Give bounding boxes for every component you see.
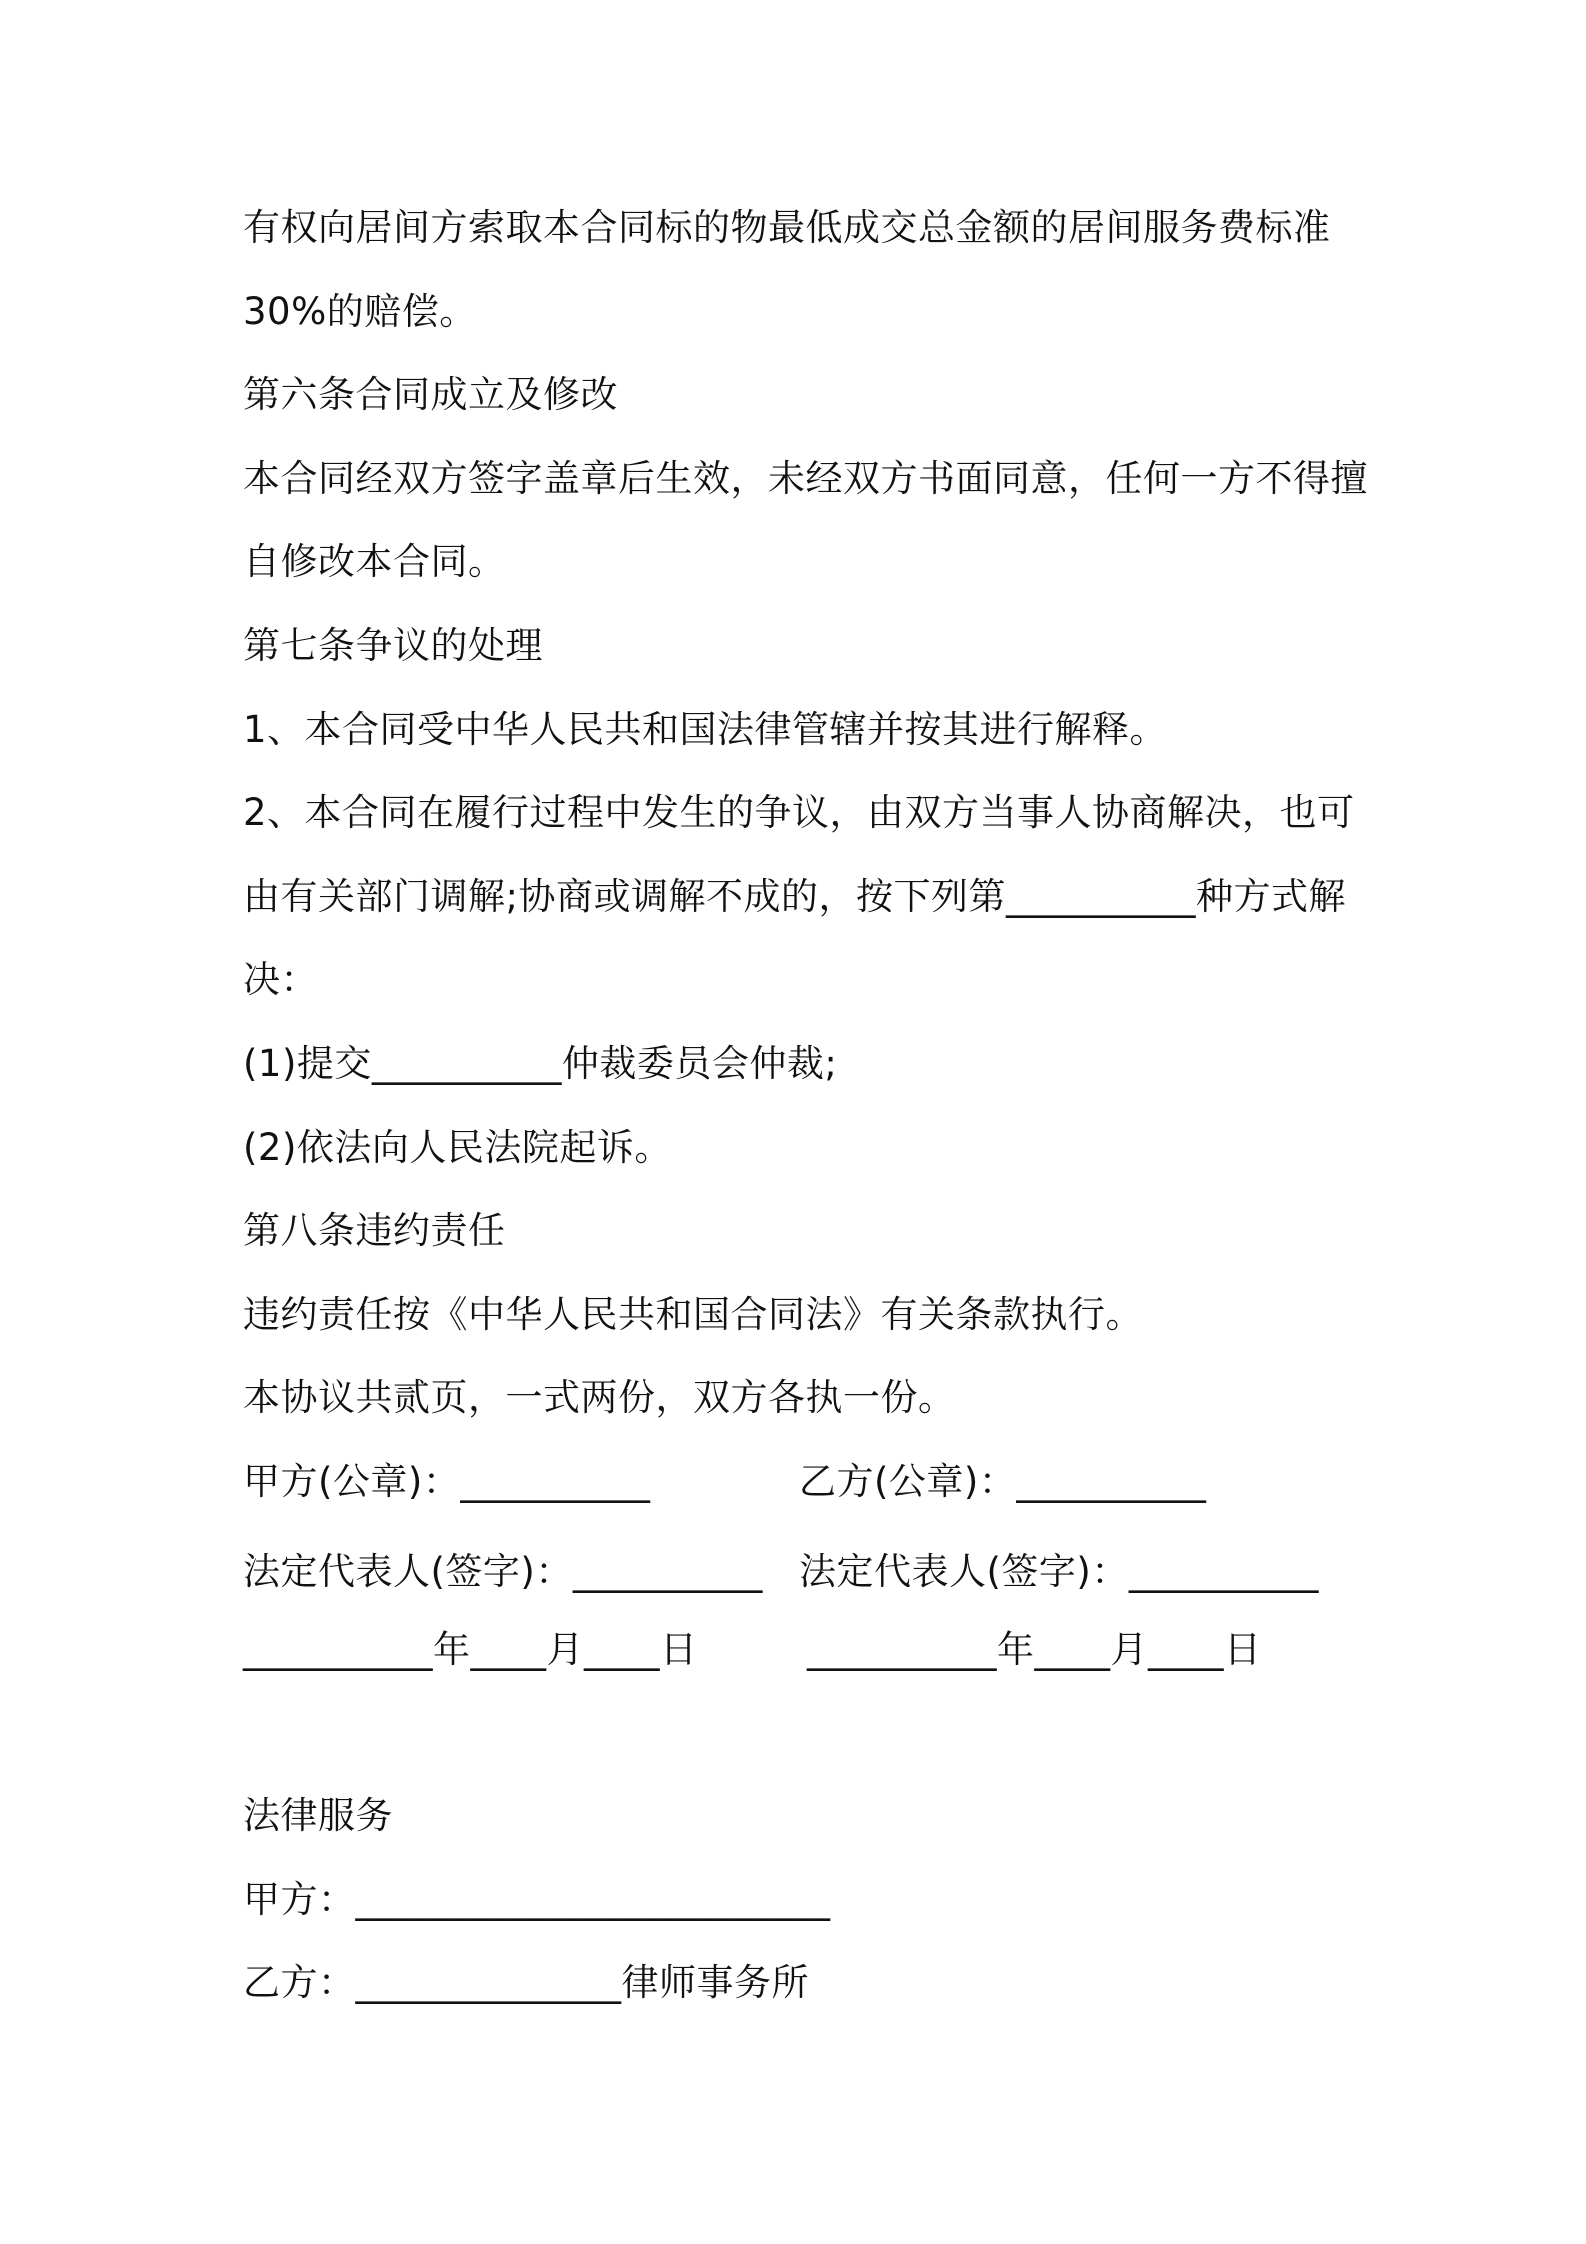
legal-service-party-b: 乙方：______________律师事务所: [243, 1961, 809, 2004]
party-a-date-field: __________年____月____日: [243, 1628, 698, 1671]
party-a-representative-field: 法定代表人(签字)：__________: [243, 1550, 763, 1593]
paragraph-line: 本合同经双方签字盖章后生效，未经双方书面同意，任何一方不得擅: [243, 457, 1368, 500]
party-a-seal-field: 甲方(公章)：__________: [243, 1460, 651, 1503]
paragraph-line: (2)依法向人民法院起诉。: [243, 1126, 672, 1169]
paragraph-line: 自修改本合同。: [243, 540, 506, 583]
paragraph-line: 30%的赔偿。: [243, 290, 477, 333]
section-heading: 第七条争议的处理: [243, 624, 543, 667]
party-b-seal-field: 乙方(公章)：__________: [799, 1460, 1207, 1503]
paragraph-line: 违约责任按《中华人民共和国合同法》有关条款执行。: [243, 1293, 1143, 1336]
paragraph-line: 由有关部门调解;协商或调解不成的，按下列第__________种方式解: [243, 875, 1346, 918]
party-b-date-field: __________年____月____日: [807, 1628, 1262, 1671]
paragraph-line: (1)提交__________仲裁委员会仲裁;: [243, 1042, 838, 1085]
paragraph-line: 决：: [243, 958, 318, 1001]
paragraph-line: 2、本合同在履行过程中发生的争议，由双方当事人协商解决，也可: [243, 791, 1355, 834]
paragraph-line: 1、本合同受中华人民共和国法律管辖并按其进行解释。: [243, 708, 1168, 751]
section-heading: 第六条合同成立及修改: [243, 373, 618, 416]
party-b-representative-field: 法定代表人(签字)：__________: [799, 1550, 1319, 1593]
paragraph-line: 本协议共贰页，一式两份，双方各执一份。: [243, 1376, 956, 1419]
paragraph-line: 有权向居间方索取本合同标的物最低成交总金额的居间服务费标准: [243, 206, 1331, 249]
legal-service-title: 法律服务: [243, 1794, 393, 1837]
section-heading: 第八条违约责任: [243, 1209, 506, 1252]
legal-service-party-a: 甲方：_________________________: [243, 1878, 831, 1921]
